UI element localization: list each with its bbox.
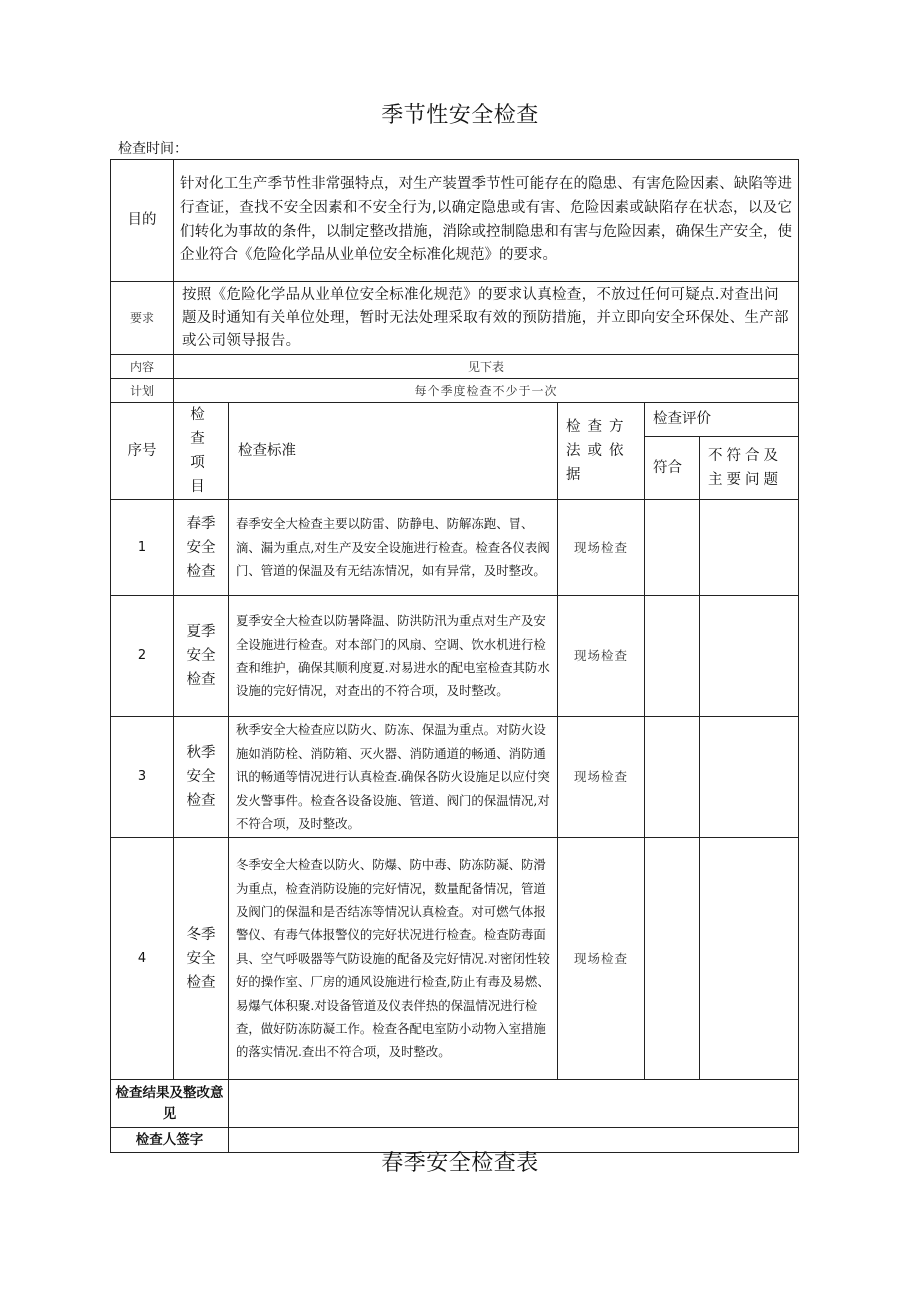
row-nonconform-cell — [700, 717, 799, 838]
header-method: 检查方法或依据 — [558, 403, 645, 500]
inspection-table — [110, 159, 799, 1153]
row-method: 现场检查 — [558, 596, 645, 717]
row-conform-cell — [645, 838, 700, 1080]
result-row — [111, 1080, 799, 1128]
row-nonconform-cell — [700, 500, 799, 596]
row-seq: 1 — [111, 500, 174, 596]
table-row — [111, 500, 799, 596]
row-seq: 2 — [111, 596, 174, 717]
content-label: 内容 — [111, 355, 174, 379]
header-evaluation: 检查评价 — [645, 403, 799, 437]
row-item: 冬季安全检查 — [174, 838, 229, 1080]
table-row — [111, 838, 799, 1080]
plan-row — [111, 379, 799, 403]
result-label: 检查结果及整改意见 — [111, 1080, 229, 1128]
result-field[interactable] — [229, 1080, 799, 1128]
requirement-text: 按照《危险化学品从业单位安全标准化规范》的要求认真检查，不放过任何可疑点.对查出问题及时通知有关单位处理，暂时无法处理采取有效的预防措施，并立即向安全环保处、生产部或公司领导报告。 — [174, 282, 799, 355]
row-method: 现场检查 — [558, 500, 645, 596]
row-conform-cell — [645, 500, 700, 596]
table-row — [111, 717, 799, 838]
row-item: 春季安全检查 — [174, 500, 229, 596]
page-title: 季节性安全检查 — [381, 103, 539, 128]
table-row — [111, 596, 799, 717]
row-standard: 秋季安全大检查应以防火、防冻、保温为重点。对防火设施如消防栓、消防箱、灭火器、消防通道的畅通、消防通讯的畅通等情况进行认真检查.确保各防火设施足以应付突发火警事件。检查各设备设施、管道、阀门的保温情况,对不符合项，及时整改。 — [229, 717, 558, 838]
plan-label: 计划 — [111, 379, 174, 403]
next-section-title: 春季安全检查表 — [381, 1151, 539, 1176]
header-conform: 符合 — [645, 436, 700, 499]
row-method: 现场检查 — [558, 838, 645, 1080]
requirement-row — [111, 282, 799, 355]
row-seq: 4 — [111, 838, 174, 1080]
header-item: 检查项目 — [174, 403, 229, 500]
header-row — [111, 403, 799, 437]
row-nonconform-cell — [700, 596, 799, 717]
row-standard: 冬季安全大检查以防火、防爆、防中毒、防冻防凝、防滑为重点，检查消防设施的完好情况，数量配备情况，管道及阀门的保温和是否结冻等情况认真检查。对可燃气体报警仪、有毒气体报警仪的完好状况进行检查。检查防毒面具、空气呼吸器等气防设施的配备及完好情况.对密闭性较好的操作室、厂房的通风设施进行检查,防止有毒及易燃、易爆气体积聚.对设备管道及仪表伴热的保温情况进行检查，做好防冻防凝工作。检查各配电室防小动物入室措施的落实情况.查出不符合项，及时整改。 — [229, 838, 558, 1080]
content-row — [111, 355, 799, 379]
header-standard: 检查标准 — [229, 403, 558, 500]
header-seq: 序号 — [111, 403, 174, 500]
requirement-label: 要求 — [111, 282, 174, 355]
row-method: 现场检查 — [558, 717, 645, 838]
row-standard: 夏季安全大检查以防暑降温、防洪防汛为重点对生产及安全设施进行检查。对本部门的风扇、空调、饮水机进行检查和维护，确保其顺利度夏.对易进水的配电室检查其防水设施的完好情况，对查出的不符合项，及时整改。 — [229, 596, 558, 717]
content-text: 见下表 — [174, 355, 799, 379]
row-item: 秋季安全检查 — [174, 717, 229, 838]
purpose-text: 针对化工生产季节性非常强特点，对生产装置季节性可能存在的隐患、有害危险因素、缺陷等进行查证，查找不安全因素和不安全行为,以确定隐患或有害、危险因素或缺陷存在状态，以及它们转化为事故的条件，以制定整改措施，消除或控制隐患和有害与危险因素，确保生产安全，使企业符合《危险化学品从业单位安全标准化规范》的要求。 — [174, 160, 799, 282]
row-seq: 3 — [111, 717, 174, 838]
signer-label: 检查人签字 — [111, 1128, 229, 1153]
row-item: 夏季安全检查 — [174, 596, 229, 717]
check-time-label: 检查时间： — [118, 141, 188, 157]
plan-text: 每个季度检查不少于一次 — [174, 379, 799, 403]
purpose-label: 目的 — [111, 160, 174, 282]
row-standard: 春季安全大检查主要以防雷、防静电、防解冻跑、冒、滴、漏为重点,对生产及安全设施进行检查。检查各仪表阀门、管道的保温及有无结冻情况，如有异常，及时整改。 — [229, 500, 558, 596]
row-conform-cell — [645, 596, 700, 717]
purpose-row — [111, 160, 799, 282]
header-nonconform: 不符合及主要问题 — [700, 436, 799, 499]
row-nonconform-cell — [700, 838, 799, 1080]
row-conform-cell — [645, 717, 700, 838]
